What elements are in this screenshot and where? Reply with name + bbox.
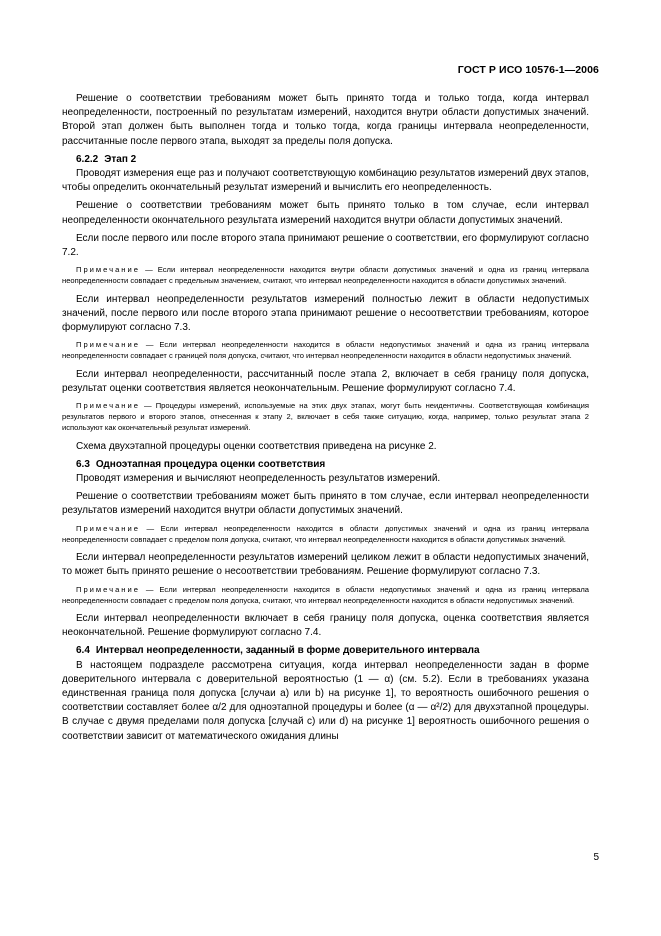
note-label: Примечание bbox=[76, 584, 140, 594]
section-number: 6.2.2 bbox=[76, 153, 99, 165]
body-paragraph: Если интервал неопределенности результатов измерений полностью лежит в области недопустимых значений, после первого или после второго этапа принимают решение о несоответствии требованиям, которое формулируют согласно 7.3. bbox=[62, 293, 589, 334]
note-text: — Если интервал неопределенности находится в области недопустимых значений и одна из границ интервала неопределенности совпадает с пределом поля допуска, считают, что интервал неопределенности находится в области недопустимых значений. bbox=[62, 584, 589, 605]
note-label: Примечание bbox=[76, 265, 140, 275]
note-paragraph bbox=[62, 584, 589, 606]
body-paragraph: Решение о соответствии требованиям может быть принято в том случае, если интервал неопределенности результатов измерений находится внутри области допустимых значений. bbox=[62, 491, 589, 517]
standard-header: ГОСТ Р ИСО 10576-1—2006 bbox=[457, 64, 599, 76]
note-paragraph bbox=[62, 523, 589, 545]
note-paragraph bbox=[62, 400, 589, 434]
body-paragraph: Проводят измерения и вычисляют неопределенность результатов измерений. bbox=[76, 473, 441, 485]
body-paragraph: Если после первого или после второго этапа принимают решение о соответствии, его формулируют согласно 7.2. bbox=[62, 232, 589, 259]
section-heading bbox=[62, 458, 589, 472]
note-text: — Если интервал неопределенности находится в области недопустимых значений и одна из границ интервала неопределенности совпадает с границей поля допуска, считают, что интервал неопределенности находится в области недопустимых значений. bbox=[62, 340, 589, 361]
section-number: 6.3 bbox=[76, 458, 90, 470]
section-heading bbox=[62, 153, 589, 167]
body-paragraph: Решение о соответствии требованиям может быть принято тогда и только тогда, когда интервал неопределенности, построенный по результатам измерений, находится внутри области допустимых значений. Второй этап должен быть выполнен тогда и только тогда, когда границы интервала неопределенности, рассчитанные после первого этапа, выходят за пределы поля допуска. bbox=[62, 93, 589, 147]
note-text: — Если интервал неопределенности находится внутри области допустимых значений и одна из границ интервала неопределенности совпадает с предельным значением, считают, что интервал неопределенности находится в области допустимых значений. bbox=[62, 265, 589, 286]
body-paragraph: Если интервал неопределенности, рассчитанный после этапа 2, включает в себя границу поля допуска, результат оценки соответствия является неокончательным. Решение формулируют согласно 7.4. bbox=[62, 368, 589, 394]
note-label: Примечание bbox=[76, 523, 140, 533]
note-paragraph bbox=[62, 264, 589, 286]
section-heading bbox=[62, 644, 589, 658]
note-label: Примечание bbox=[76, 401, 140, 411]
body-paragraph: Если интервал неопределенности результатов измерений целиком лежит в области недопустимых значений, то может быть принято решение о несоответствии требованиям. Решение формулируют согласно 7.3. bbox=[62, 552, 589, 578]
body-paragraph: В настоящем подразделе рассмотрена ситуация, когда интервал неопределенности задан в форме доверительного интервала с доверительной вероятностью (1 — α) (см. 5.2). Если в требованиях указана единственная граница поля допуска [случаи а) или b) на рисунке 1], то вероятность ошибочного решения о соответствии составляет более α/2 для одноэтапной процедуры и более (α — α²/2) для двухэтапной процедуры. В случае с двумя пределами поля допуска [случай с) или d) на рисунке 1] вероятность ошибочного решения о соответствии зависит от математического ожидания длины bbox=[62, 659, 589, 742]
section-number: 6.4 bbox=[76, 645, 90, 657]
note-text: — Процедуры измерений, используемые на этих двух этапах, могут быть неидентичны. Соответствующая комбинация результатов первого и второго этапов, отнесенная к этапу 2, включает в себя также ситуацию, когда, например, только результат этапа 2 используют как окончательный результат измерений. bbox=[62, 401, 589, 433]
note-label: Примечание bbox=[76, 340, 140, 350]
section-title: Одноэтапная процедура оценки соответствия bbox=[95, 458, 326, 470]
note-paragraph bbox=[62, 339, 589, 361]
page-number: 5 bbox=[593, 852, 599, 863]
section-title: Интервал неопределенности, заданный в форме доверительного интервала bbox=[95, 645, 480, 657]
section-title: Этап 2 bbox=[104, 153, 137, 165]
body-paragraph: Если интервал неопределенности включает в себя границу поля допуска, оценка соответствия является неокончательной. Решение формулируют согласно 7.4. bbox=[62, 612, 589, 639]
body-paragraph: Решение о соответствии требованиям может быть принято только в том случае, если интервал неопределенности окончательного результата измерений находится внутри области допустимых значений. bbox=[62, 200, 589, 226]
body-paragraph: Проводят измерения еще раз и получают соответствующую комбинацию результатов измерений двух этапов, чтобы определить окончательный результат измерений и вычислить его неопределенность. bbox=[62, 168, 589, 194]
body-paragraph: Схема двухэтапной процедуры оценки соответствия приведена на рисунке 2. bbox=[76, 440, 437, 452]
document-body bbox=[62, 92, 589, 748]
note-text: — Если интервал неопределенности находится в области допустимых значений и одна из границ интервала неопределенности совпадает с пределом поля допуска, считают, что интервал неопределенности находится в области допустимых значений. bbox=[62, 523, 589, 544]
